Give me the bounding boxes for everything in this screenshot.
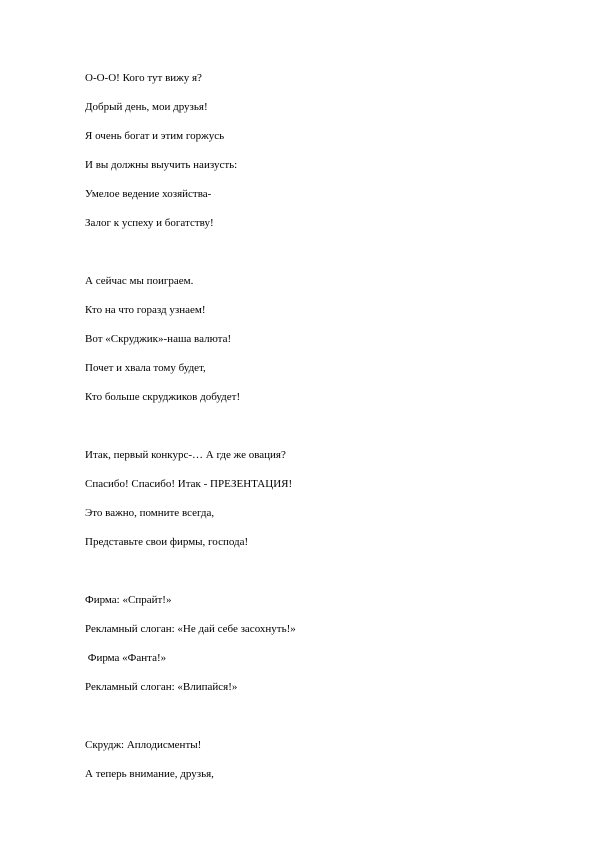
text-line: О-О-О! Кого тут вижу я? xyxy=(85,72,202,84)
text-line: Умелое ведение хозяйства- xyxy=(85,188,212,200)
text-line: И вы должны выучить наизусть: xyxy=(85,159,238,171)
text-line: Фирма «Фанта!» xyxy=(85,652,167,664)
text-line: Кто на что горазд узнаем! xyxy=(85,304,206,316)
text-line: Фирма: «Спрайт!» xyxy=(85,594,172,606)
text-line: А сейчас мы поиграем. xyxy=(85,275,194,287)
text-line: Это важно, помните всегда, xyxy=(85,507,215,519)
text-line: Спасибо! Спасибо! Итак - ПРЕЗЕНТАЦИЯ! xyxy=(85,478,293,490)
text-line: Вот «Скруджик»-наша валюта! xyxy=(85,333,232,345)
text-line: Скрудж: Аплодисменты! xyxy=(85,739,202,751)
text-line: Я очень богат и этим горжусь xyxy=(85,130,225,142)
text-line: Итак, первый конкурс-… А где же овация? xyxy=(85,449,286,461)
text-line: А теперь внимание, друзья, xyxy=(85,768,214,780)
text-line: Кто больше скруджиков добудет! xyxy=(85,391,241,403)
text-line: Добрый день, мои друзья! xyxy=(85,101,208,113)
text-line: Почет и хвала тому будет, xyxy=(85,362,206,374)
text-line: Рекламный слоган: «Не дай себе засохнуть!» xyxy=(85,623,296,635)
text-line: Рекламный слоган: «Влипайся!» xyxy=(85,681,238,693)
text-line: Залог к успеху и богатству! xyxy=(85,217,214,229)
text-line: Представьте свои фирмы, господа! xyxy=(85,536,249,548)
